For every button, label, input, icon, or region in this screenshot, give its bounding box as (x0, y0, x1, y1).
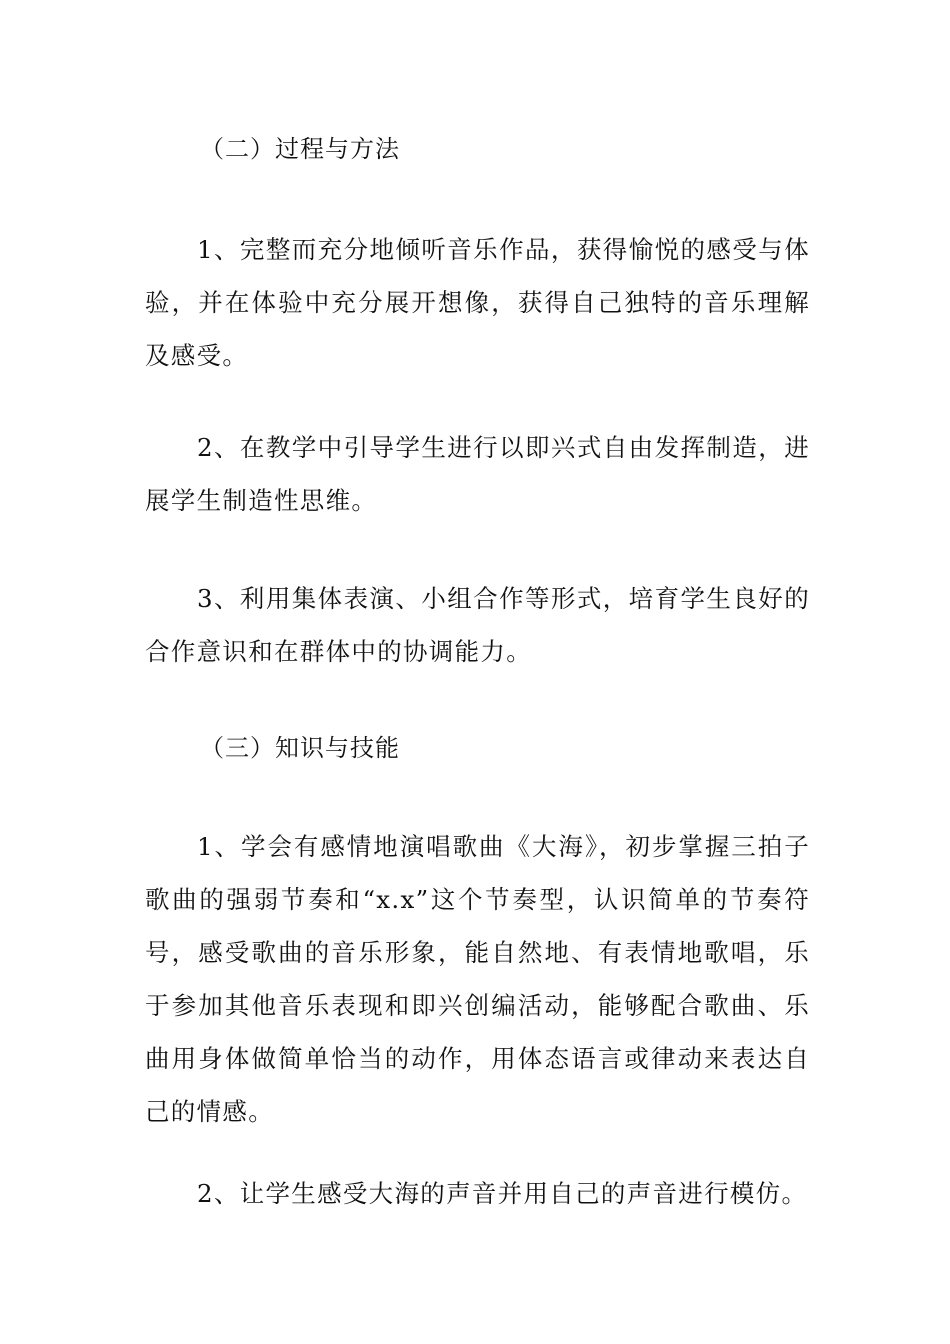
paragraph-knowledge-item-2: 2、让学生感受大海的声音并用自己的声音进行模仿。 (197, 1179, 808, 1208)
paragraph-process-item-2: 2、在教学中引导学生进行以即兴式自由发挥制造，进展学生制造性思维。 (145, 433, 810, 515)
paragraph-knowledge-item-1: 1、学会有感情地演唱歌曲《大海》，初步掌握三拍子歌曲的强弱节奏和“x.x”这个节奏型，认识简单的节奏符号，感受歌曲的音乐形象，能自然地、有表情地歌唱，乐于参加其他音乐表现和即兴创编活动，能够配合歌曲、乐曲用身体做简单恰当的动作，用体态语言或律动来表达自己的情感。 (145, 832, 810, 1126)
paragraph-process-item-1: 1、完整而充分地倾听音乐作品，获得愉悦的感受与体验，并在体验中充分展开想像，获得自己独特的音乐理解及感受。 (145, 235, 810, 370)
section-heading-knowledge-and-skills: （三）知识与技能 (200, 734, 400, 762)
section-heading-process-and-methods: （二）过程与方法 (200, 135, 400, 163)
paragraph-process-item-3: 3、利用集体表演、小组合作等形式，培育学生良好的合作意识和在群体中的协调能力。 (145, 584, 810, 666)
